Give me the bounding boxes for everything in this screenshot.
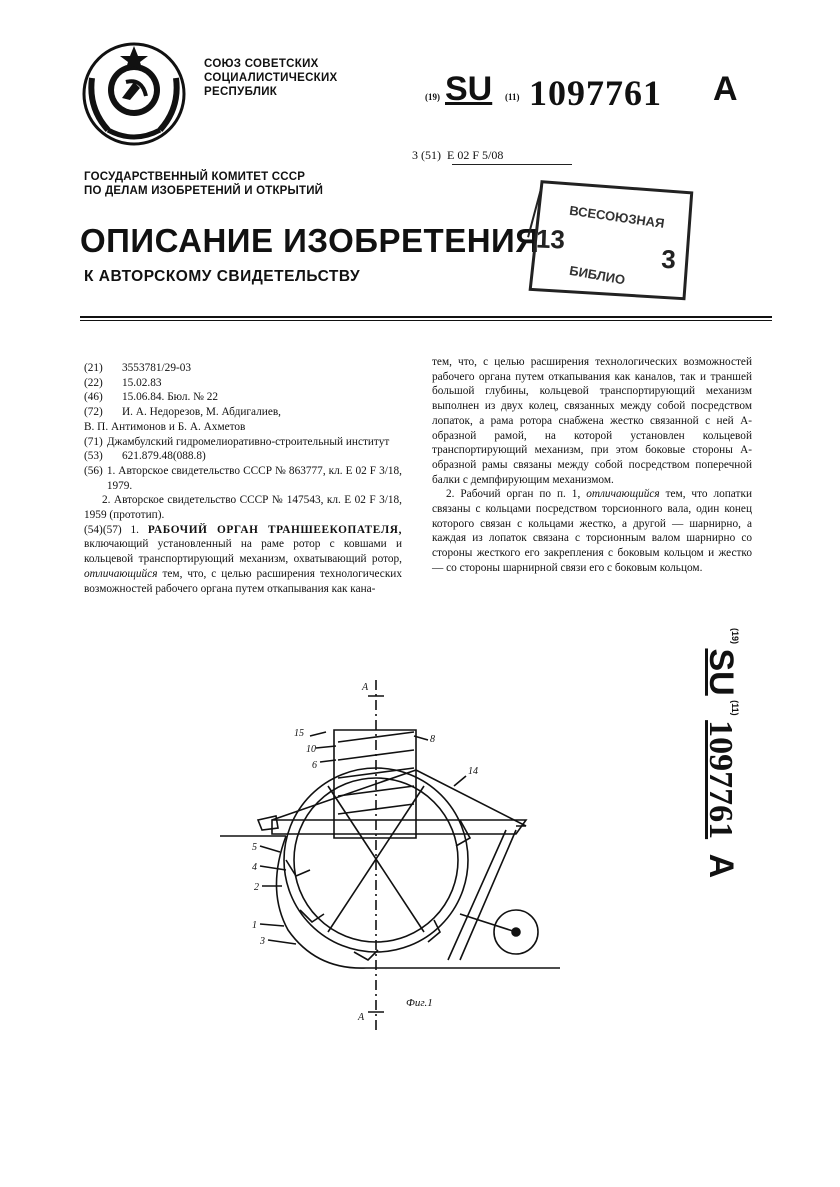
claim-1: (54)(57) 1. РАБОЧИЙ ОРГАН ТРАНШЕЕКОПАТЕЛЯ, включающий установленный на раме ротор с ковшами и кольцевой транспортирующий механизм, охватывающий ротор, отличающийся тем, что, с целью расширения технологических возможностей рабочего органа путем откапывания как кана- bbox=[84, 523, 403, 595]
code-11: (11) bbox=[505, 92, 520, 102]
country-code: SU bbox=[445, 70, 493, 108]
trench-profile bbox=[276, 836, 560, 968]
right-column bbox=[432, 355, 752, 576]
claim-1-continued: тем, что, с целью расширения технологических возможностей рабочего органа путем откапывания как кана- bbox=[84, 567, 403, 595]
label-10: 10 bbox=[306, 744, 316, 755]
ipc-code: 3 (51) bbox=[412, 148, 441, 162]
label-15: 15 bbox=[294, 728, 304, 739]
label-2: 2 bbox=[254, 882, 259, 893]
biblio-row: (53) 621.879.48(088.8) bbox=[84, 450, 206, 463]
biblio-row: (21) 3553781/29-03 bbox=[84, 362, 192, 374]
biblio-row: (71) Джамбулский гидромелиоративно-строительный институт bbox=[84, 435, 390, 448]
claim-2: 2. Рабочий орган по п. 1, отличающийся тем, что лопатки связаны с кольцами посредством торсионного вала, один конец которого связан с кольцами жестко, а другой — шарнирно, а каждая из лопаток связана с торсионным валом шарнирно со стороны жесткого его закрепления с боковым кольцом и жестко — со стороны шарнирной связи его с боковым кольцом. bbox=[432, 488, 752, 574]
stamp-text-2: БИБЛИО bbox=[568, 262, 627, 288]
label-3: 3 bbox=[260, 936, 265, 947]
document-subtitle: К АВТОРСКОМУ СВИДЕТЕЛЬСТВУ bbox=[84, 268, 361, 285]
label-a-bottom: А bbox=[358, 1012, 365, 1023]
committee-line: ПО ДЕЛАМ ИЗОБРЕТЕНИЙ И ОТКРЫТИЙ bbox=[84, 185, 324, 197]
library-stamp bbox=[520, 177, 694, 303]
left-column bbox=[84, 361, 402, 596]
figure-1-drawing bbox=[216, 670, 586, 1040]
committee-line: ГОСУДАРСТВЕННЫЙ КОМИТЕТ СССР bbox=[84, 171, 306, 183]
claim-1-end: тем, что, с целью расширения технологических возможностей рабочего органа путем откапывания как каналов, так и траншей большой глубины, кольцевой транспортирующий механизм выполнен из двух колец, связанных между собой посредством лопаток, а рама ротора снабжена жестко связанной с ней А-образной рамой, на которой установлен кольцевой транспортирующий механизм, при этом боковые стороны А-образной рамы связаны между собой посредством поперечной балки с демпфирующим механизмом. bbox=[432, 356, 752, 486]
label-a-top: А bbox=[362, 682, 369, 693]
tow-hitch bbox=[258, 816, 278, 830]
svg-text:13: 13 bbox=[535, 223, 566, 255]
header-rule bbox=[80, 316, 772, 318]
main-frame bbox=[272, 820, 526, 834]
biblio-row: В. П. Антимонов и Б. А. Ахметов bbox=[84, 420, 246, 433]
label-1: 1 bbox=[252, 920, 257, 931]
state-line: СОЦИАЛИСТИЧЕСКИХ bbox=[204, 72, 338, 84]
biblio-row: (22) 15.02.83 bbox=[84, 376, 162, 389]
stamp-text-1: ВСЕСОЮЗНАЯ bbox=[568, 202, 666, 231]
ipc-value: E 02 F 5/08 bbox=[447, 148, 504, 162]
bibliographic-data bbox=[84, 361, 402, 523]
wheel-arm bbox=[460, 914, 516, 932]
label-8: 8 bbox=[430, 734, 435, 745]
state-line: РЕСПУБЛИК bbox=[204, 86, 278, 98]
header-rule-thin bbox=[80, 320, 772, 321]
svg-text:3: 3 bbox=[660, 243, 677, 275]
biblio-row: (72) И. А. Недорезов, М. Абдигалиев, bbox=[84, 406, 282, 419]
patent-number: 1097761 bbox=[529, 73, 662, 113]
biblio-row: 2. Авторское свидетельство СССР № 147543, кл. E 02 F 3/18, 1959 (прототип). bbox=[84, 494, 402, 522]
state-name bbox=[204, 57, 338, 99]
a-frame bbox=[272, 770, 526, 826]
label-6: 6 bbox=[312, 760, 317, 771]
state-line: СОЮЗ СОВЕТСКИХ bbox=[204, 58, 319, 70]
kind-code: A bbox=[713, 70, 738, 108]
label-14: 14 bbox=[468, 766, 478, 777]
rotor-buckets bbox=[286, 820, 470, 960]
ipc-classification bbox=[412, 148, 503, 163]
ipc-underline bbox=[452, 164, 572, 165]
side-patent-number: $^{(19)}$ SU $^{(11)}$ 1097761 A bbox=[702, 628, 740, 879]
label-5: 5 bbox=[252, 842, 257, 853]
patent-number-line bbox=[425, 68, 755, 118]
ussr-emblem bbox=[78, 38, 190, 150]
biblio-row: (46) 15.06.84. Бюл. № 22 bbox=[84, 391, 219, 404]
code-19: (19) bbox=[425, 92, 440, 102]
document-title: ОПИСАНИЕ ИЗОБРЕТЕНИЯ bbox=[80, 222, 540, 259]
biblio-row: (56) 1. Авторское свидетельство СССР № 863777, кл. E 02 F 3/18, 1979. bbox=[84, 464, 402, 492]
rear-strut bbox=[448, 830, 516, 960]
figure-caption: Фиг.1 bbox=[406, 997, 433, 1009]
label-4: 4 bbox=[252, 862, 257, 873]
committee-name bbox=[84, 170, 323, 198]
